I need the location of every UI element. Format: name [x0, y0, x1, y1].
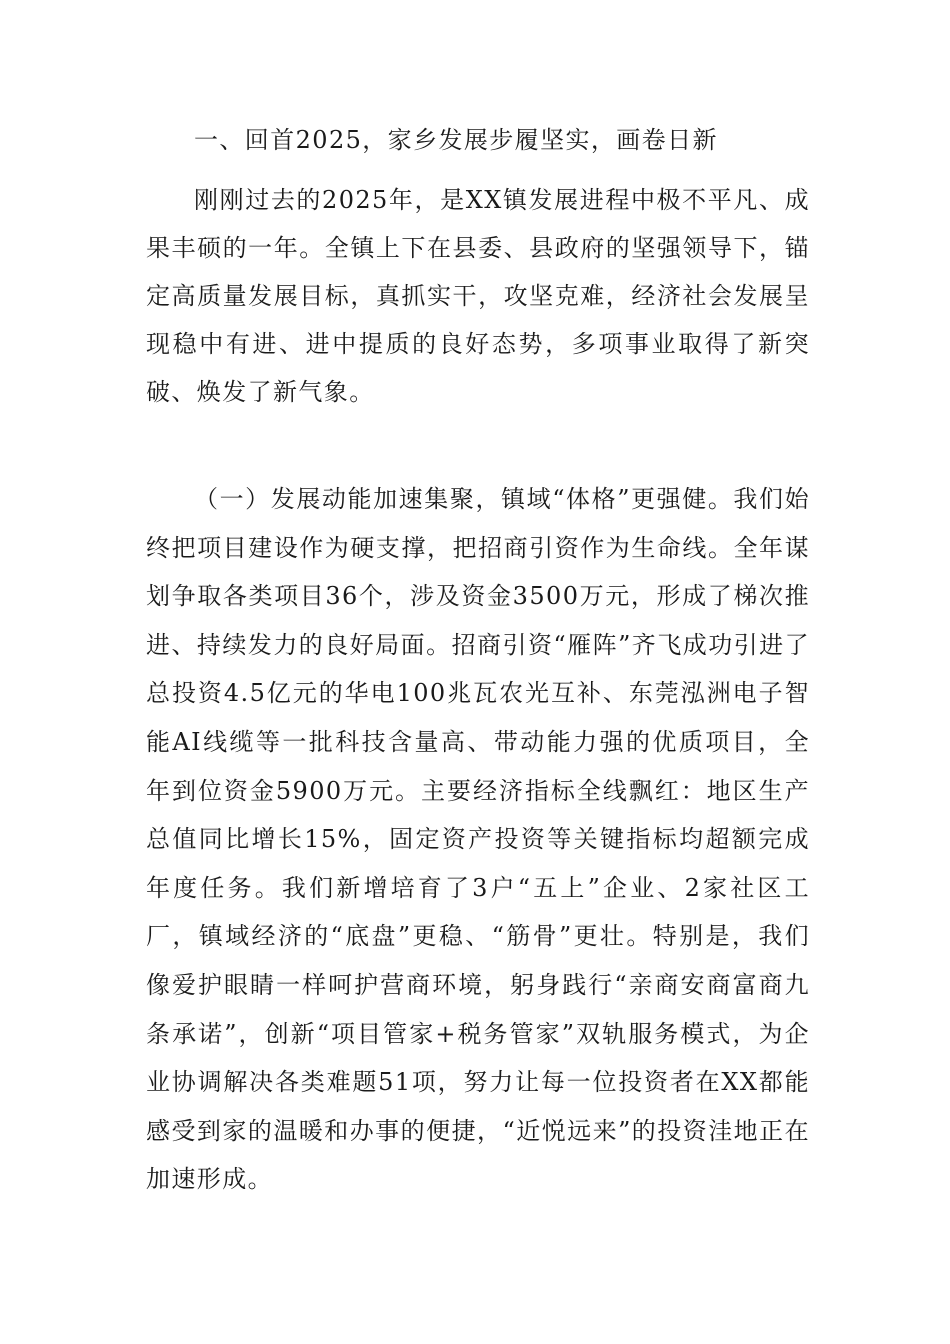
section-heading: 一、回首2025，家乡发展步履坚实，画卷日新	[194, 126, 718, 154]
paragraph-intro: 刚刚过去的2025年，是XX镇发展进程中极不平凡、成果丰硕的一年。全镇上下在县委、县政府的坚强领导下，锚定高质量发展目标，真抓实干，攻坚克难，经济社会发展呈现稳中有进、进中提质的良好态势，多项事业取得了新突破、焕发了新气象。	[146, 186, 810, 406]
paragraph-development-momentum: （一）发展动能加速集聚，镇域“体格”更强健。我们始终把项目建设作为硬支撑，把招商引资作为生命线。全年谋划争取各类项目36个，涉及资金3500万元，形成了梯次推进、持续发力的良好局面。招商引资“雁阵”齐飞成功引进了总投资4.5亿元的华电100兆瓦农光互补、东莞泓洲电子智能AI线缆等一批科技含量高、带动能力强的优质项目，全年到位资金5900万元。主要经济指标全线飘红：地区生产总值同比增长15%，固定资产投资等关键指标均超额完成年度任务。我们新增培育了3户“五上”企业、2家社区工厂，镇域经济的“底盘”更稳、“筋骨”更壮。特别是，我们像爱护眼睛一样呵护营商环境，躬身践行“亲商安商富商九条承诺”，创新“项目管家+税务管家”双轨服务模式，为企业协调解决各类难题51项，努力让每一位投资者在XX都能感受到家的温暖和办事的便捷，“近悦远来”的投资洼地正在加速形成。	[146, 485, 810, 1194]
